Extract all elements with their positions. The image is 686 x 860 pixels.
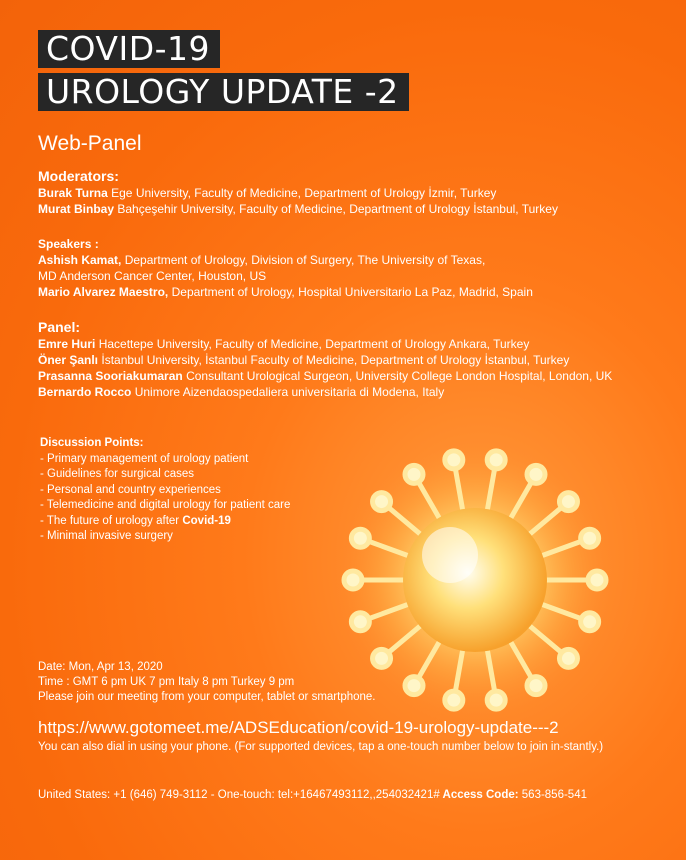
join-text: Please join our meeting from your computer, tablet or smartphone. [38,691,376,703]
virus-spike-tip [351,613,369,631]
panel-desc: Consultant Urological Surgeon, University College London Hospital, London, UK [182,369,613,383]
access-code: 563-856-541 [518,789,587,801]
virus-spike-tip [581,529,599,547]
discussion-section [40,436,290,545]
panel-desc: İstanbul University, İstanbul Faculty of Medicine, Department of Urology İstanbul, Turkey [98,353,570,367]
moderator-desc: Bahçeşehir University, Faculty of Medicine, Department of Urology İstanbul, Turkey [114,202,558,216]
panel-desc: Hacettepe University, Faculty of Medicine, Department of Urology Ankara, Turkey [95,337,530,351]
discussion-item-bold: Covid-19 [182,514,231,527]
panel-section [38,318,612,400]
title-line-2: UROLOGY UPDATE -2 [38,73,409,111]
title-block [38,30,409,116]
access-code-label: Access Code: [439,789,519,801]
speaker-row-cont: MD Anderson Cancer Center, Houston, US [38,269,267,283]
moderator-row [38,185,558,201]
virus-spike-tip [373,493,391,511]
speakers-section [38,236,533,300]
virus-spike-tip [559,493,577,511]
discussion-item: - Minimal invasive surgery [40,530,173,542]
moderator-name: Murat Binbay [38,202,115,216]
panel-row [38,336,612,352]
panel-row [38,368,612,384]
discussion-item: - Guidelines for surgical cases [40,468,195,480]
virus-spike-tip [588,571,606,589]
speaker-desc: Department of Urology, Division of Surgery, The University of Texas, [121,253,486,267]
virus-icon [330,430,620,730]
discussion-item: - Personal and country experiences [40,483,221,496]
panel-row [38,384,612,400]
virus-spike-tip [559,649,577,667]
virus-spike-tip [445,451,463,469]
virus-spike-tip [405,677,423,695]
panel-name: Prasanna Sooriakumaran [38,369,183,383]
title-line-1: COVID-19 [38,30,220,68]
panel-name: Emre Huri [38,337,96,351]
virus-spike-tip [344,571,362,589]
date-text: Date: Mon, Apr 13, 2020 [38,661,163,673]
speaker-row [38,252,533,268]
virus-spike-tip [405,465,423,483]
virus-spike-tip [445,691,463,709]
virus-illustration [330,430,620,730]
moderators-heading: Moderators: [38,168,119,184]
moderator-row [38,201,558,217]
discussion-item: - Primary management of urology patient [40,452,249,465]
virus-spike-tip [527,465,545,483]
speaker-name: Ashish Kamat, [38,253,122,267]
virus-spike-tip [527,677,545,695]
subtitle: Web-Panel [38,132,142,155]
speaker-row [38,284,533,300]
speaker-desc: Department of Urology, Hospital Universitario La Paz, Madrid, Spain [168,285,533,299]
us-dial-line [38,789,587,801]
panel-name: Bernardo Rocco [38,385,132,399]
panel-heading: Panel: [38,319,81,335]
speaker-name: Mario Alvarez Maestro, [38,285,169,299]
discussion-item [40,514,290,530]
discussion-item-text: - The future of urology after [40,514,183,527]
moderators-section [38,167,558,217]
panel-name: Öner Şanlı [38,353,99,367]
panel-desc: Unimore Aizendaospedaliera universitaria di Modena, Italy [131,385,445,399]
meeting-link[interactable]: https://www.gotomeet.me/ADSEducation/covid-19-urology-update---2 [38,718,559,737]
virus-spike-tip [373,649,391,667]
dial-text: You can also dial in using your phone. (For supported devices, tap a one-touch number below to join in-stantly.) [38,741,604,753]
virus-spike-tip [487,451,505,469]
virus-spike-tip [351,529,369,547]
panel-row [38,352,612,368]
speakers-heading: Speakers : [38,237,99,251]
moderator-desc: Ege University, Faculty of Medicine, Department of Urology İzmir, Turkey [107,186,497,200]
time-text: Time : GMT 6 pm UK 7 pm Italy 8 pm Turkey 9 pm [38,676,295,688]
moderator-name: Burak Turna [38,186,108,200]
discussion-heading: Discussion Points: [40,437,144,449]
us-number: United States: +1 (646) 749-3112 - One-touch: tel:+16467493112,,254032421# [38,789,440,801]
virus-spike-tip [581,613,599,631]
discussion-item: - Telemedicine and digital urology for patient care [40,499,291,511]
virus-spike-tip [487,691,505,709]
